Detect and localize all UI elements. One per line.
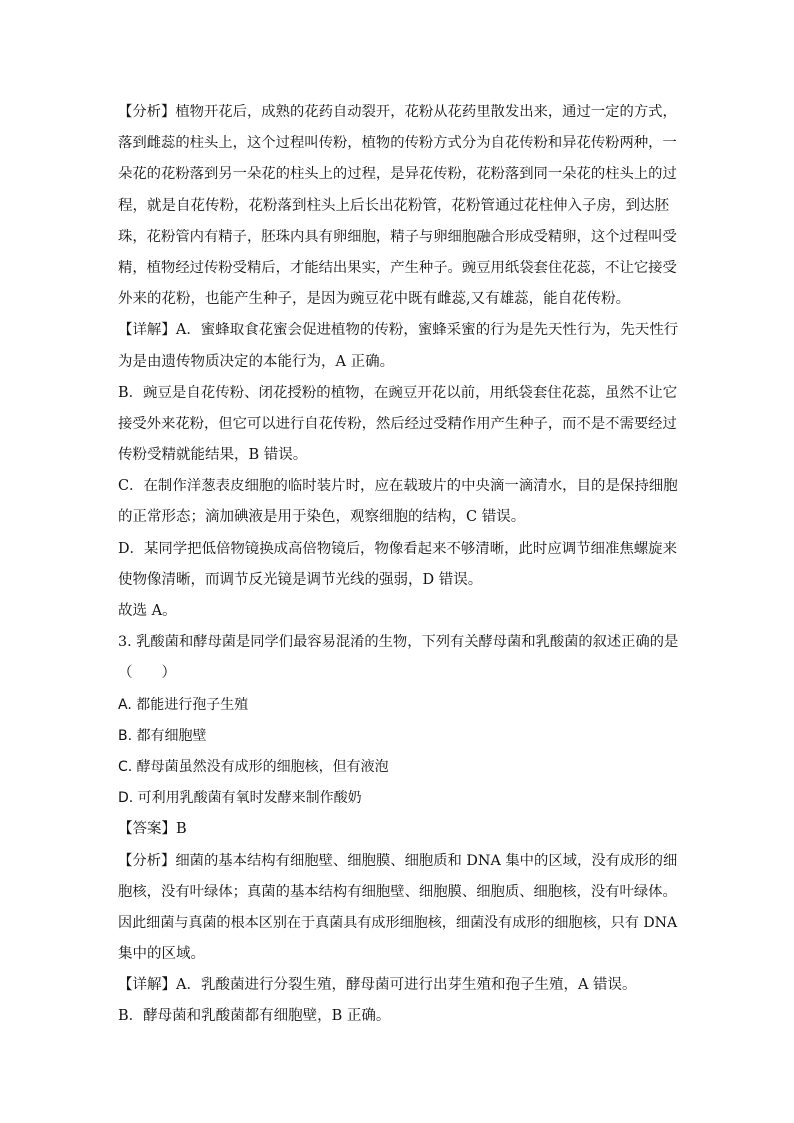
analysis-line: 【分析】细菌的基本结构有细胞壁、细胞膜、细胞质和 DNA 集中的区域，没有成形的细 bbox=[118, 852, 678, 869]
conclusion-line: 故选 A。 bbox=[118, 603, 177, 619]
analysis-line: 集中的区域。 bbox=[118, 946, 205, 963]
explanation-line: 接受外来花粉，但它可以进行自花传粉，然后经过受精作用产生种子，而不是不需要经过 bbox=[118, 415, 677, 432]
analysis-line: 朵花的花粉落到另一朵花的柱头上的过程，是异花传粉，花粉落到同一朵花的柱头上的过 bbox=[118, 166, 677, 183]
analysis-line: 程，就是自花传粉，花粉落到柱头上后长出花粉管，花粉管通过花柱伸入子房，到达胚 bbox=[118, 197, 669, 214]
question-stem: 3. 乳酸菌和酵母菌是同学们最容易混淆的生物，下列有关酵母菌和乳酸菌的叙述正确的是 bbox=[118, 634, 679, 651]
explanation-line: C．在制作洋葱表皮细胞的临时装片时，应在载玻片的中央滴一滴清水，目的是保持细胞 bbox=[118, 478, 678, 495]
explanation-line: 传粉受精就能结果，B 错误。 bbox=[118, 447, 308, 464]
explanation-line: 【详解】A．蜜蜂取食花蜜会促进植物的传粉，蜜蜂采蜜的行为是先天性行为，先天性行 bbox=[118, 322, 679, 339]
explanation-line: 为是由遗传物质决定的本能行为，A 正确。 bbox=[118, 353, 395, 370]
analysis-line: 珠，花粉管内有精子，胚珠内具有卵细胞，精子与卵细胞融合形成受精卵，这个过程叫受 bbox=[118, 228, 677, 245]
analysis-line: 精，植物经过传粉受精后，才能结出果实，产生种子。豌豆用纸袋套住花蕊，不让它接受 bbox=[118, 259, 677, 276]
option-a: A. 都能进行孢子生殖 bbox=[118, 696, 249, 713]
analysis-line: 落到雌蕊的柱头上，这个过程叫传粉，植物的传粉方式分为自花传粉和异花传粉两种，一 bbox=[118, 135, 677, 152]
question-blank: （ ） bbox=[118, 665, 176, 682]
explanation-line: 【详解】A．乳酸菌进行分裂生殖，酵母菌可进行出芽生殖和孢子生殖，A 错误。 bbox=[118, 977, 637, 994]
answer-line: 【答案】B bbox=[118, 821, 187, 838]
analysis-line: 【分析】植物开花后，成熟的花药自动裂开，花粉从花药里散发出来，通过一定的方式， bbox=[118, 104, 677, 120]
option-b: B. 都有细胞壁 bbox=[118, 727, 207, 744]
explanation-line: 的正常形态；滴加碘液是用于染色，观察细胞的结构，C 错误。 bbox=[118, 509, 526, 526]
option-d: D. 可利用乳酸菌有氧时发酵来制作酸奶 bbox=[118, 790, 362, 807]
explanation-line: D．某同学把低倍物镜换成高倍物镜后，物像看起来不够清晰，此时应调节细准焦螺旋来 bbox=[118, 540, 677, 557]
explanation-line: 使物像清晰，而调节反光镜是调节光线的强弱，D 错误。 bbox=[118, 571, 483, 588]
explanation-line: B．豌豆是自花传粉、闭花授粉的植物，在豌豆开花以前，用纸袋套住花蕊，虽然不让它 bbox=[118, 384, 678, 401]
analysis-line: 外来的花粉，也能产生种子，是因为豌豆花中既有雌蕊,又有雄蕊，能自花传粉。 bbox=[118, 291, 631, 308]
explanation-line: B．酵母菌和乳酸菌都有细胞壁，B 正确。 bbox=[118, 1008, 391, 1025]
analysis-line: 因此细菌与真菌的根本区别在于真菌具有成形细胞核，细菌没有成形的细胞核，只有 DNA bbox=[118, 914, 678, 931]
analysis-line: 胞核，没有叶绿体；真菌的基本结构有细胞壁、细胞膜、细胞质、细胞核，没有叶绿体。 bbox=[118, 883, 677, 900]
option-c: C. 酵母菌虽然没有成形的细胞核，但有液泡 bbox=[118, 758, 389, 775]
document-body bbox=[118, 97, 679, 1033]
